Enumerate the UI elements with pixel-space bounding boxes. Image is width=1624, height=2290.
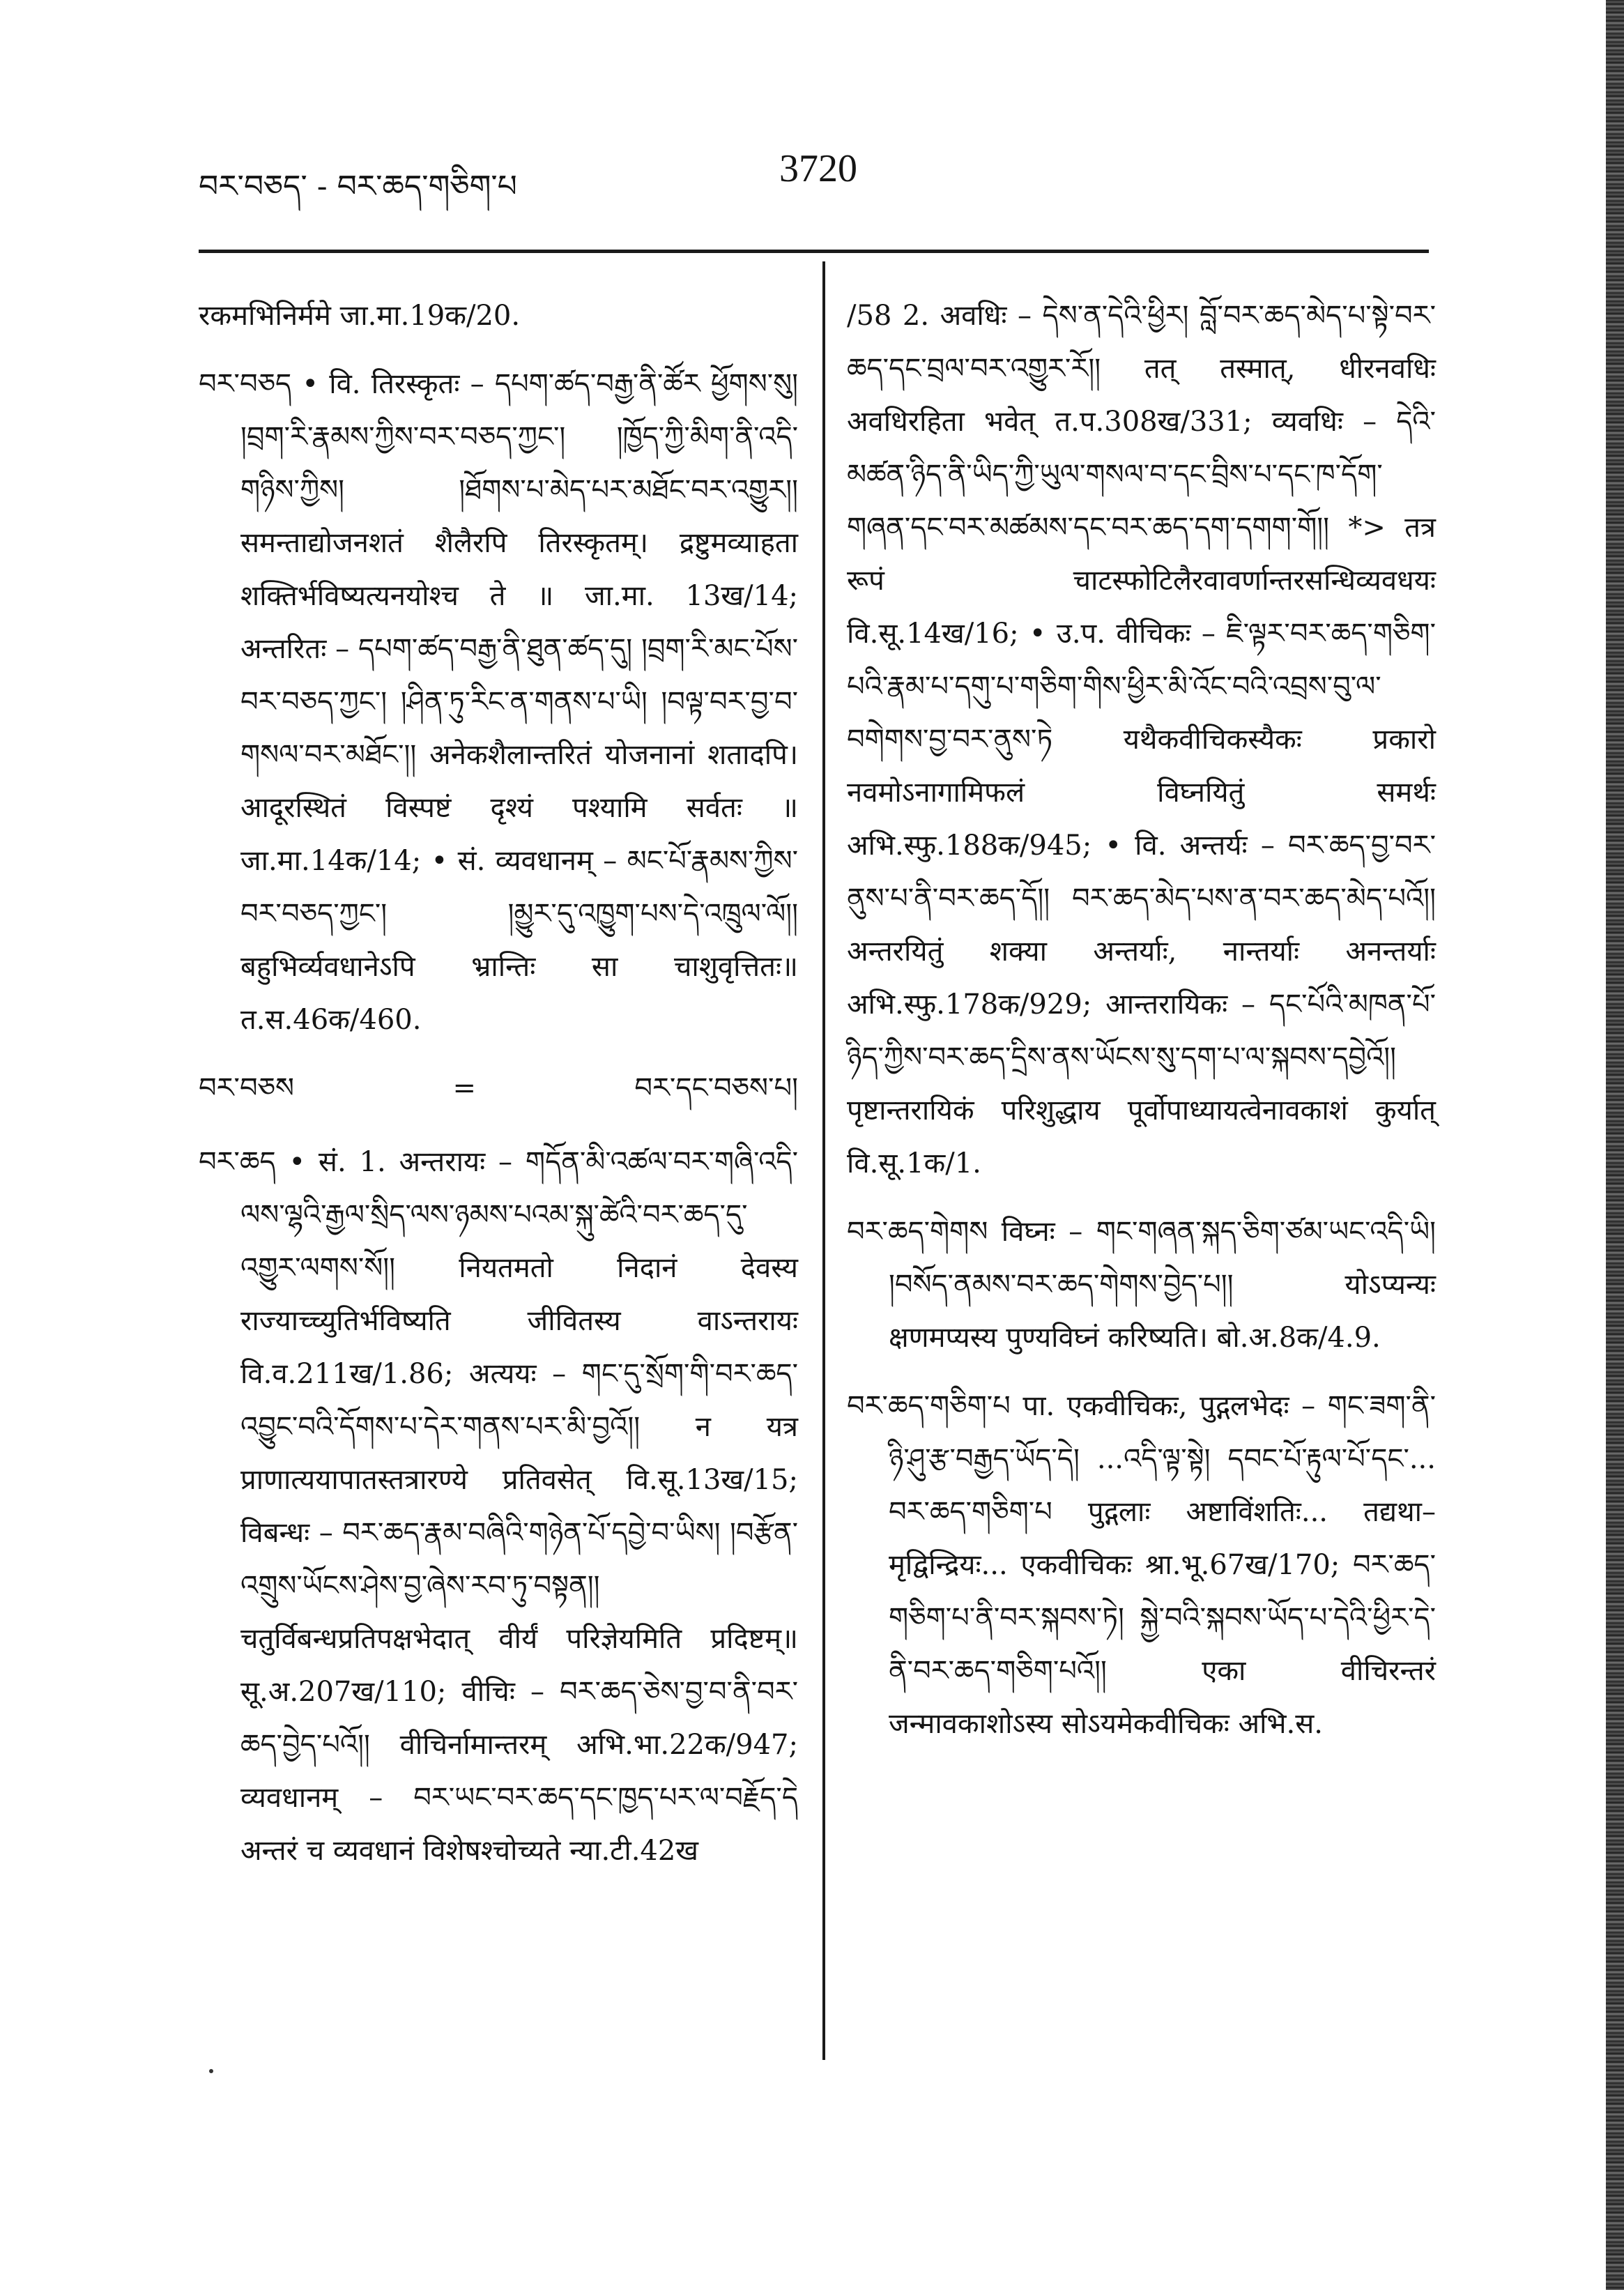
dictionary-entry: བར་ཆད་གེགས विघ्नः – གང་གཞན་སྐད་ཅིག་ཙམ་ཡང་འདི་ཡི། །བསོད་ནམས་བར་ཆད་གེགས་བྱེད་པ།། योऽप्यन्यः क्षणमप्यस्य पुण्यविघ्नं करिष्यति। बो.अ.8क/4.9. bbox=[847, 1216, 1436, 1354]
scan-speck bbox=[209, 2069, 213, 2073]
running-header: བར་བཅད་ - བར་ཆད་གཅིག་པ bbox=[199, 169, 517, 204]
xref-equals: = bbox=[452, 1072, 476, 1104]
dictionary-entry: བར་ཆད་གཅིག་པ पा. एकवीचिकः, पुद्गलभेदः – གང་ཟག་ནི་ཉི་ཤུ་རྩ་བརྒྱད་ཡོད་དེ། ...འདི་ལྟ་སྟེ། དབང་པོ་རྟུལ་པོ་དང་... བར་ཆད་གཅིག་པ पुद्गलाः अष्टाविंशतिः... तद्यथा–मृद्विन्द्रियः... एकवीचिकः श्रा.भू.67ख/170; བར་ཆད་གཅིག་པ་ནི་བར་སྐབས་ཏེ། སྐྱེ་བའི་སྐབས་ཡོད་པ་དེའི་ཕྱིར་དེ་ནི་བར་ཆད་གཅིག་པའོ།། एका वीचिरन्तरं जन्मावकाशोऽस्य सोऽयमेकवीचिकः अभि.स. bbox=[847, 1390, 1436, 1740]
page-number: 3720 bbox=[779, 147, 857, 190]
right-column bbox=[847, 289, 1436, 1766]
dictionary-entry: བར་ཆད • सं. 1. अन्तरायः – གདོན་མི་འཚལ་བར་གཞི་འདི་ལས་ལྷའི་རྒྱལ་སྲིད་ལས་ཉམས་པའམ་སྐུ་ཚེའི་བར་ཆད་དུ་འགྱུར་ལགས་སོ།། नियतमतो निदानं देवस्य राज्याच्च्युतिर्भविष्यति जीवितस्य वाऽन्तरायः वि.व.211ख/1.86; अत्ययः – གང་དུ་སྲོག་གི་བར་ཆད་འབྱུང་བའི་དོགས་པ་དེར་གནས་པར་མི་བྱའོ།། न यत्र प्राणात्ययापातस्तत्रारण्ये प्रतिवसेत् वि.सू.13ख/15; विबन्धः – བར་ཆད་རྣམ་བཞིའི་གཉེན་པོ་དབྱེ་བ་ཡིས། །བརྩོན་འགྲུས་ཡོངས་ཤེས་བྱ་ཞེས་རབ་ཏུ་བསྟན།། चतुर्विबन्धप्रतिपक्षभेदात् वीर्यं परिज्ञेयमिति प्रदिष्टम्॥ सू.अ.207ख/110; वीचिः – བར་ཆད་ཅེས་བྱ་བ་ནི་བར་ཆད་བྱེད་པའོ།། वीचिर्नामान्तरम् अभि.भा.22क/947; व्यवधानम् – བར་ཡང་བར་ཆད་དང་ཁྱད་པར་ལ་བརྗོད་དེ अन्तरं च व्यवधानं विशेषश्चोच्यते न्या.टी.42ख bbox=[199, 1146, 798, 1867]
scan-edge-border bbox=[1606, 0, 1624, 2290]
dictionary-entry: /58 2. अवधिः – དེས་ན་དེའི་ཕྱིར། བློ་བར་ཆད་མེད་པ་སྟེ་བར་ཆད་དང་བྲལ་བར་འགྱུར་རོ།། तत् तस्मात्, धीरनवधिः अवधिरहिता भवेत् त.प.308ख/331; व्यवधिः – དེའི་མཚན་ཉིད་ནི་ཡིད་ཀྱི་ཡུལ་གསལ་བ་དང་བྲིས་པ་དང་ཁ་དོག་གཞན་དང་བར་མཚམས་དང་བར་ཆད་དག་དགག་གོ།། *> तत्र रूपं चाटस्फोटिलैरवावर्णान्तरसन्धिव्यवधयः वि.सू.14ख/16; • उ.प. वीचिकः – ཇི་ལྟར་བར་ཆད་གཅིག་པའི་རྣམ་པ་དགུ་པ་གཅིག་གིས་ཕྱིར་མི་འོང་བའི་འབྲས་བུ་ལ་བགེགས་བྱ་བར་ནུས་ཏེ यथैकवीचिकस्यैकः प्रकारो नवमोऽनागामिफलं विघ्नयितुं समर्थः अभि.स्फु.188क/945; • वि. अन्तर्यः – བར་ཆད་བྱ་བར་ནུས་པ་ནི་བར་ཆད་དོ།། བར་ཆད་མེད་པས་ན་བར་ཆད་མེད་པའོ།། अन्तरयितुं शक्या अन्तर्याः, नान्तर्याः अनन्तर्याः अभि.स्फु.178क/929; आन्तरायिकः – དང་པོའི་མཁན་པོ་ཉིད་ཀྱིས་བར་ཆད་དྲིས་ནས་ཡོངས་སུ་དག་པ་ལ་སྐབས་དབྱེའོ།། पृष्टान्तरायिकं परिशुद्धाय पूर्वोपाध्यायत्वेनावकाशं कुर्यात् वि.सू.1क/1. bbox=[847, 300, 1436, 1180]
header-rule bbox=[199, 250, 1429, 253]
continuation-line: रकमभिनिर्ममे जा.मा.19क/20. bbox=[199, 300, 521, 332]
left-column bbox=[199, 289, 798, 1893]
column-divider bbox=[822, 261, 825, 2060]
xref-target: བར་དང་བཅས་པ། bbox=[634, 1072, 798, 1104]
dictionary-entry: བར་བཅད • वि. तिरस्कृतः – དཔག་ཚད་བརྒྱ་ནི་ཚོར ཕྱོགས་སུ། །བྲག་རི་རྣམས་ཀྱིས་བར་བཅད་ཀྱང་། །ཁྱོད་ཀྱི་མིག་ནི་འདི་གཉིས་ཀྱིས། །ཐོགས་པ་མེད་པར་མཐོང་བར་འགྱུར།། समन्ताद्योजनशतं शैलैरपि तिरस्कृतम्। द्रष्टुमव्याहता शक्तिर्भविष्यत्यनयोश्च ते ॥ जा.मा. 13ख/14; अन्तरितः – དཔག་ཚད་བརྒྱ་ནི་ཐུན་ཚད་དུ། །བྲག་རི་མང་པོས་བར་བཅད་ཀྱང་། །ཤིན་ཏུ་རིང་ན་གནས་པ་ཡི། །བལྟ་བར་བྱ་བ་གསལ་བར་མཐོང་།། अनेकशैलान्तरितं योजनानां शतादपि। आदूरस्थितं विस्पष्टं दृश्यं पश्यामि सर्वतः ॥ जा.मा.14क/14; • सं. व्यवधानम् – མང་པོ་རྣམས་ཀྱིས་བར་བཅད་ཀྱང་། །མྱུར་དུ་འཁྱུག་པས་དེ་འཁྲུལ་ལོ།། बहुभिर्व्यवधानेऽपि भ्रान्तिः सा चाशुवृत्तितः॥ त.स.46क/460. bbox=[199, 368, 798, 1036]
xref-headword: བར་བཅས bbox=[199, 1072, 295, 1104]
cross-reference bbox=[199, 1062, 798, 1115]
